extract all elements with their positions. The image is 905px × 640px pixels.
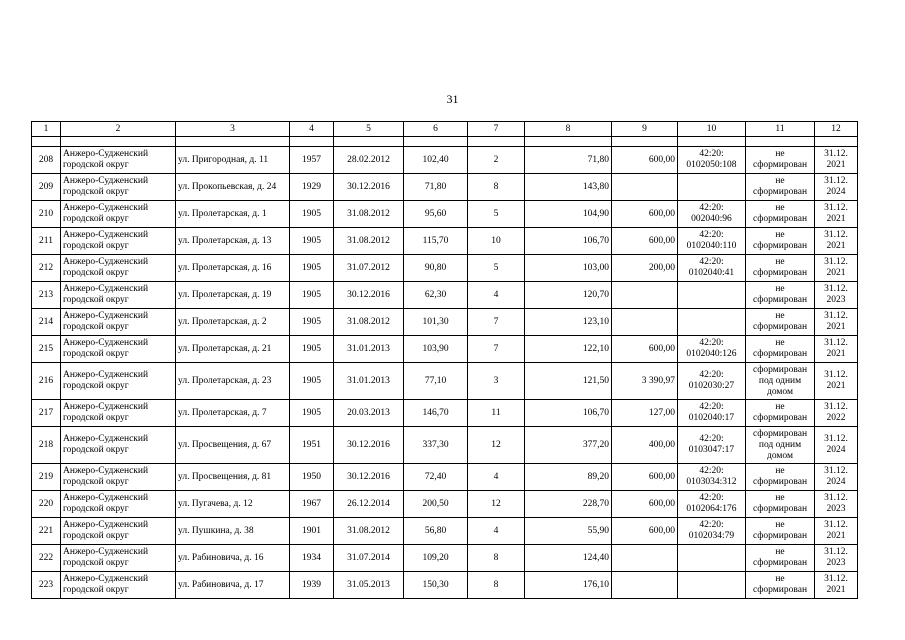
value-cell: 123,10 [525,309,612,336]
land-status-cell: не сформирован [746,174,815,201]
land-area-cell: 600,00 [612,228,678,255]
date-cell: 20.03.2013 [334,400,404,427]
year-built-cell: 1950 [290,464,334,491]
land-status-cell: не сформирован [746,400,815,427]
land-status-cell: не сформирован [746,336,815,363]
area-cell: 56,80 [404,518,468,545]
value-cell: 121,50 [525,363,612,400]
land-area-cell [612,174,678,201]
column-header: 3 [176,122,290,137]
deadline-cell: 31.12. 2021 [815,572,858,599]
row-number: 220 [32,491,61,518]
area-cell: 90,80 [404,255,468,282]
count-cell: 10 [468,228,525,255]
count-cell: 12 [468,427,525,464]
municipality-cell: Анжеро-Судженский городской округ [61,336,176,363]
area-cell: 109,20 [404,545,468,572]
municipality-cell: Анжеро-Судженский городской округ [61,228,176,255]
address-cell: ул. Пролетарская, д. 7 [176,400,290,427]
value-cell: 55,90 [525,518,612,545]
land-status-cell: не сформирован [746,464,815,491]
count-cell: 4 [468,518,525,545]
row-number: 216 [32,363,61,400]
value-cell: 120,70 [525,282,612,309]
table-row [32,147,858,174]
address-cell: ул. Просвещения, д. 67 [176,427,290,464]
date-cell: 26.12.2014 [334,491,404,518]
column-header: 9 [612,122,678,137]
municipality-cell: Анжеро-Судженский городской округ [61,464,176,491]
date-cell: 31.01.2013 [334,336,404,363]
cadastral-number-cell: 42:20: 002040:96 [678,201,746,228]
municipality-cell: Анжеро-Судженский городской округ [61,147,176,174]
municipality-cell: Анжеро-Судженский городской округ [61,518,176,545]
land-status-cell: не сформирован [746,491,815,518]
value-cell: 176,10 [525,572,612,599]
value-cell: 124,40 [525,545,612,572]
count-cell: 3 [468,363,525,400]
year-built-cell: 1905 [290,336,334,363]
cadastral-number-cell [678,545,746,572]
address-cell: ул. Пролетарская, д. 1 [176,201,290,228]
cadastral-number-cell [678,309,746,336]
value-cell: 89,20 [525,464,612,491]
value-cell: 106,70 [525,228,612,255]
date-cell: 31.08.2012 [334,201,404,228]
area-cell: 146,70 [404,400,468,427]
column-header: 7 [468,122,525,137]
column-number-header-row [32,122,858,137]
row-number: 212 [32,255,61,282]
year-built-cell: 1905 [290,363,334,400]
cadastral-number-cell: 42:20: 0103047:17 [678,427,746,464]
year-built-cell: 1929 [290,174,334,201]
row-number: 211 [32,228,61,255]
land-area-cell [612,572,678,599]
land-area-cell: 400,00 [612,427,678,464]
date-cell: 31.07.2014 [334,545,404,572]
column-header: 10 [678,122,746,137]
cadastral-number-cell: 42:20: 0102040:110 [678,228,746,255]
land-status-cell: не сформирован [746,201,815,228]
table-row [32,464,858,491]
column-header: 8 [525,122,612,137]
spacer-row [32,137,858,147]
deadline-cell: 31.12. 2024 [815,464,858,491]
column-header: 1 [32,122,61,137]
area-cell: 102,40 [404,147,468,174]
area-cell: 200,50 [404,491,468,518]
deadline-cell: 31.12. 2021 [815,309,858,336]
year-built-cell: 1934 [290,545,334,572]
column-header: 2 [61,122,176,137]
value-cell: 103,00 [525,255,612,282]
deadline-cell: 31.12. 2021 [815,228,858,255]
table-row [32,309,858,336]
land-status-cell: не сформирован [746,545,815,572]
table-row [32,572,858,599]
count-cell: 7 [468,309,525,336]
count-cell: 5 [468,201,525,228]
land-area-cell: 600,00 [612,491,678,518]
date-cell: 30.12.2016 [334,282,404,309]
cadastral-number-cell: 42:20: 0102040:126 [678,336,746,363]
row-number: 223 [32,572,61,599]
deadline-cell: 31.12. 2024 [815,174,858,201]
municipality-cell: Анжеро-Судженский городской округ [61,545,176,572]
count-cell: 12 [468,491,525,518]
table-row [32,427,858,464]
row-number: 214 [32,309,61,336]
year-built-cell: 1967 [290,491,334,518]
land-area-cell: 3 390,97 [612,363,678,400]
area-cell: 101,30 [404,309,468,336]
row-number: 208 [32,147,61,174]
address-cell: ул. Пригородная, д. 11 [176,147,290,174]
area-cell: 62,30 [404,282,468,309]
land-area-cell [612,545,678,572]
count-cell: 5 [468,255,525,282]
table-row [32,282,858,309]
date-cell: 30.12.2016 [334,427,404,464]
land-area-cell: 600,00 [612,518,678,545]
municipality-cell: Анжеро-Судженский городской округ [61,572,176,599]
deadline-cell: 31.12. 2023 [815,545,858,572]
count-cell: 4 [468,464,525,491]
cadastral-number-cell [678,174,746,201]
table-row [32,518,858,545]
deadline-cell: 31.12. 2024 [815,427,858,464]
year-built-cell: 1901 [290,518,334,545]
municipality-cell: Анжеро-Судженский городской округ [61,400,176,427]
municipality-cell: Анжеро-Судженский городской округ [61,255,176,282]
land-status-cell: не сформирован [746,228,815,255]
value-cell: 143,80 [525,174,612,201]
address-cell: ул. Просвещения, д. 81 [176,464,290,491]
municipality-cell: Анжеро-Судженский городской округ [61,363,176,400]
cadastral-number-cell [678,572,746,599]
deadline-cell: 31.12. 2021 [815,147,858,174]
page-number: 31 [446,92,459,106]
land-area-cell: 600,00 [612,464,678,491]
year-built-cell: 1939 [290,572,334,599]
year-built-cell: 1951 [290,427,334,464]
area-cell: 77,10 [404,363,468,400]
cadastral-number-cell: 42:20: 0102064:176 [678,491,746,518]
municipality-cell: Анжеро-Судженский городской округ [61,309,176,336]
value-cell: 106,70 [525,400,612,427]
count-cell: 4 [468,282,525,309]
cadastral-number-cell: 42:20: 0102050:108 [678,147,746,174]
date-cell: 31.08.2012 [334,518,404,545]
row-number: 213 [32,282,61,309]
count-cell: 2 [468,147,525,174]
cadastral-number-cell: 42:20: 0102040:17 [678,400,746,427]
row-number: 217 [32,400,61,427]
column-header: 11 [746,122,815,137]
date-cell: 31.07.2012 [334,255,404,282]
date-cell: 30.12.2016 [334,174,404,201]
land-area-cell [612,282,678,309]
deadline-cell: 31.12. 2021 [815,336,858,363]
land-area-cell: 127,00 [612,400,678,427]
count-cell: 8 [468,545,525,572]
deadline-cell: 31.12. 2023 [815,491,858,518]
land-area-cell: 200,00 [612,255,678,282]
address-cell: ул. Прокопьевская, д. 24 [176,174,290,201]
municipality-cell: Анжеро-Судженский городской округ [61,174,176,201]
table-row [32,363,858,400]
area-cell: 337,30 [404,427,468,464]
deadline-cell: 31.12. 2022 [815,400,858,427]
date-cell: 31.01.2013 [334,363,404,400]
column-header: 5 [334,122,404,137]
row-number: 210 [32,201,61,228]
municipality-cell: Анжеро-Судженский городской округ [61,491,176,518]
land-area-cell [612,309,678,336]
land-status-cell: не сформирован [746,572,815,599]
column-header: 4 [290,122,334,137]
deadline-cell: 31.12. 2021 [815,363,858,400]
table-row [32,400,858,427]
land-status-cell: не сформирован [746,147,815,174]
year-built-cell: 1905 [290,201,334,228]
land-area-cell: 600,00 [612,201,678,228]
cadastral-number-cell: 42:20: 0102030:27 [678,363,746,400]
table-row [32,255,858,282]
land-status-cell: не сформирован [746,255,815,282]
value-cell: 104,90 [525,201,612,228]
row-number: 218 [32,427,61,464]
row-number: 222 [32,545,61,572]
deadline-cell: 31.12. 2021 [815,255,858,282]
land-status-cell: не сформирован [746,309,815,336]
address-cell: ул. Пролетарская, д. 2 [176,309,290,336]
address-cell: ул. Пролетарская, д. 16 [176,255,290,282]
address-cell: ул. Пролетарская, д. 23 [176,363,290,400]
cadastral-number-cell [678,282,746,309]
address-cell: ул. Пролетарская, д. 13 [176,228,290,255]
year-built-cell: 1905 [290,282,334,309]
address-cell: ул. Пролетарская, д. 21 [176,336,290,363]
land-area-cell: 600,00 [612,336,678,363]
cadastral-number-cell: 42:20: 0103034:312 [678,464,746,491]
date-cell: 28.02.2012 [334,147,404,174]
date-cell: 30.12.2016 [334,464,404,491]
area-cell: 150,30 [404,572,468,599]
row-number: 221 [32,518,61,545]
deadline-cell: 31.12. 2021 [815,518,858,545]
year-built-cell: 1905 [290,228,334,255]
address-cell: ул. Пугачева, д. 12 [176,491,290,518]
deadline-cell: 31.12. 2021 [815,201,858,228]
municipality-cell: Анжеро-Судженский городской округ [61,427,176,464]
column-header: 12 [815,122,858,137]
value-cell: 71,80 [525,147,612,174]
row-number: 209 [32,174,61,201]
land-status-cell: сформирован под одним домом [746,427,815,464]
column-header: 6 [404,122,468,137]
address-cell: ул. Рабиновича, д. 17 [176,572,290,599]
year-built-cell: 1957 [290,147,334,174]
land-status-cell: не сформирован [746,518,815,545]
area-cell: 95,60 [404,201,468,228]
row-number: 215 [32,336,61,363]
address-cell: ул. Пушкина, д. 38 [176,518,290,545]
table-row [32,336,858,363]
value-cell: 122,10 [525,336,612,363]
date-cell: 31.05.2013 [334,572,404,599]
table-row [32,174,858,201]
land-area-cell: 600,00 [612,147,678,174]
value-cell: 377,20 [525,427,612,464]
year-built-cell: 1905 [290,255,334,282]
date-cell: 31.08.2012 [334,309,404,336]
table-row [32,228,858,255]
count-cell: 11 [468,400,525,427]
table-row [32,545,858,572]
count-cell: 7 [468,336,525,363]
table-row [32,201,858,228]
area-cell: 72,40 [404,464,468,491]
land-status-cell: сформирован под одним домом [746,363,815,400]
deadline-cell: 31.12. 2023 [815,282,858,309]
area-cell: 71,80 [404,174,468,201]
cadastral-number-cell: 42:20: 0102040:41 [678,255,746,282]
date-cell: 31.08.2012 [334,228,404,255]
count-cell: 8 [468,174,525,201]
year-built-cell: 1905 [290,309,334,336]
count-cell: 8 [468,572,525,599]
table-row [32,491,858,518]
area-cell: 103,90 [404,336,468,363]
year-built-cell: 1905 [290,400,334,427]
cadastral-number-cell: 42:20: 0102034:79 [678,518,746,545]
municipality-cell: Анжеро-Судженский городской округ [61,282,176,309]
address-cell: ул. Пролетарская, д. 19 [176,282,290,309]
address-cell: ул. Рабиновича, д. 16 [176,545,290,572]
row-number: 219 [32,464,61,491]
housing-register-table [31,121,858,599]
municipality-cell: Анжеро-Судженский городской округ [61,201,176,228]
value-cell: 228,70 [525,491,612,518]
land-status-cell: не сформирован [746,282,815,309]
area-cell: 115,70 [404,228,468,255]
